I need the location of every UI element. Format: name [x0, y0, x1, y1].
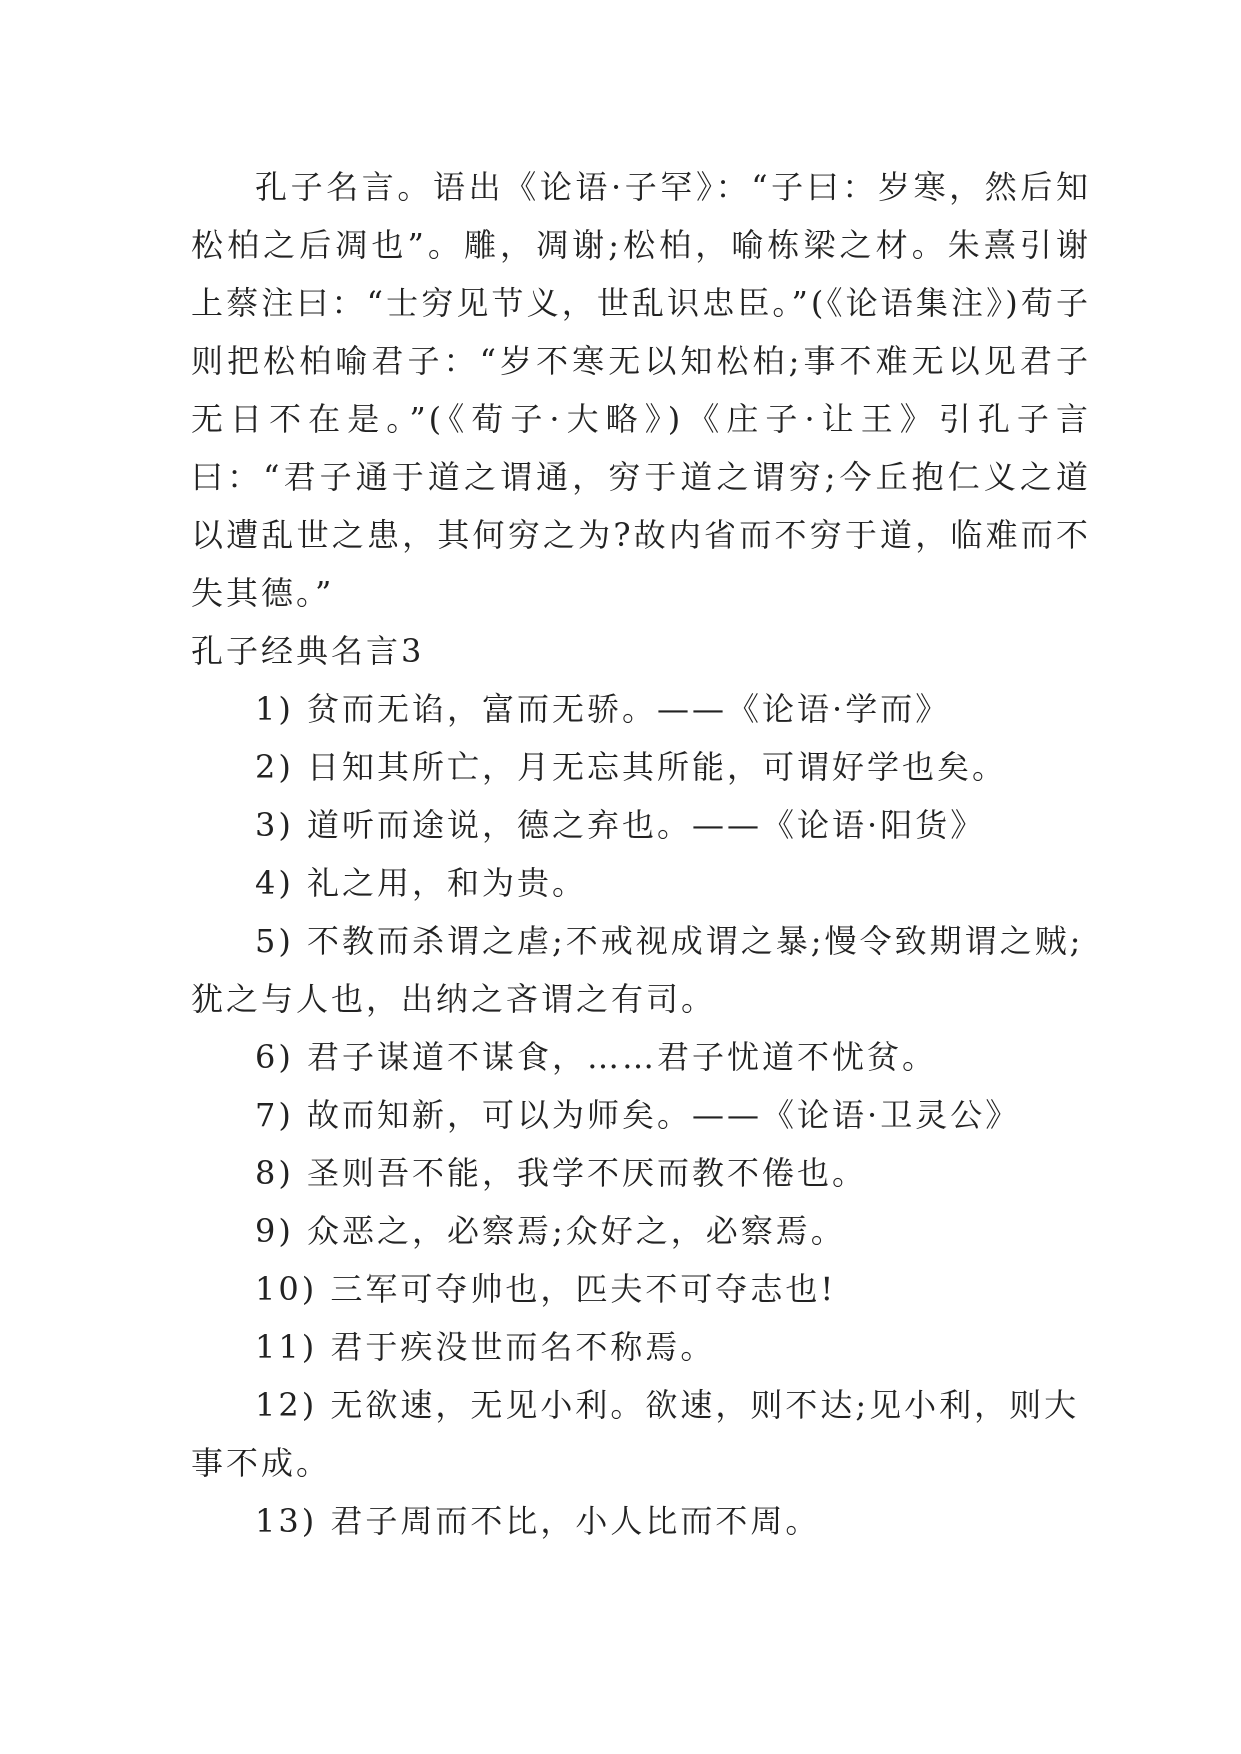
quote-item-12: 12) 无欲速，无见小利。欲速，则不达;见小利，则大事不成。	[191, 1386, 1080, 1482]
quote-item-3: 3) 道听而途说，德之弃也。——《论语·阳货》	[255, 806, 986, 844]
quote-item-4: 4) 礼之用，和为贵。	[255, 864, 588, 902]
quote-item-2: 2) 日知其所亡，月无忘其所能，可谓好学也矣。	[255, 748, 1008, 786]
quote-item-7: 7) 故而知新，可以为师矣。——《论语·卫灵公》	[255, 1096, 1021, 1134]
intro-paragraph: 孔子名言。语出《论语·子罕》：“子曰：岁寒，然后知松柏之后凋也”。雕，凋谢;松柏，喻栋梁之材。朱熹引谢上蔡注曰：“士穷见节义，世乱识忠臣。”(《论语集注》)荀子则把松柏喻君子：“岁不寒无以知松柏;事不难无以见君子无日不在是。”(《荀子·大略》)《庄子·让王》引孔子言曰：“君子通于道之谓通，穷于道之谓穷;今丘抱仁义之道以遭乱世之患，其何穷之为?故内省而不穷于道，临难而不失其德。”	[191, 168, 1091, 612]
quote-item-11: 11) 君于疾没世而名不称焉。	[255, 1328, 716, 1366]
quote-item-8: 8) 圣则吾不能，我学不厌而教不倦也。	[255, 1154, 868, 1192]
quote-item-13: 13) 君子周而不比，小人比而不周。	[255, 1502, 821, 1540]
section-heading: 孔子经典名言3	[191, 632, 425, 670]
document-body	[191, 158, 1091, 1550]
quote-item-10: 10) 三军可夺帅也，匹夫不可夺志也!	[255, 1270, 837, 1308]
quote-item-6: 6) 君子谋道不谋食，……君子忧道不忧贫。	[255, 1038, 938, 1076]
quote-item-1: 1) 贫而无谄，富而无骄。——《论语·学而》	[255, 690, 951, 728]
quote-item-5: 5) 不教而杀谓之虐;不戒视成谓之暴;慢令致期谓之贼;犹之与人也，出纳之吝谓之有司。	[191, 922, 1084, 1018]
quote-item-9: 9) 众恶之，必察焉;众好之，必察焉。	[255, 1212, 846, 1250]
